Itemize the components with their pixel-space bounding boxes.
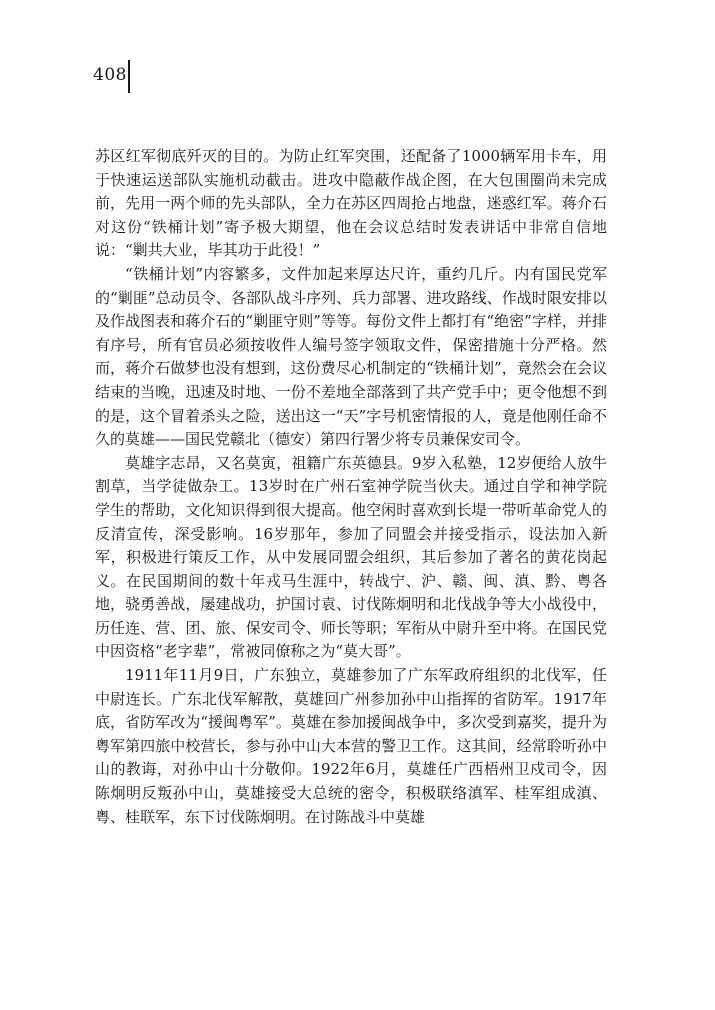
header-divider (128, 60, 130, 93)
paragraph-4: 1911年11月9日，广东独立，莫雄参加了广东军政府组织的北伐军，任中尉连长。广东北伐军解散，莫雄回广州参加孙中山指挥的省防军。1917年底，省防军改为“援闽粤军”。莫雄在参加援闽战争中，多次受到嘉奖，提升为粤军第四旅中校营长，参与孙中山大本营的警卫工作。这其间，经常聆听孙中山的教诲，对孙中山十分敬仰。1922年6月，莫雄任广西梧州卫戍司令，因陈炯明反叛孙中山，莫雄接受大总统的密令，积极联络滇军、桂军组成滇、粤、桂联军，东下讨伐陈炯明。在讨陈战斗中莫雄 (95, 666, 607, 826)
paragraph-3: 莫雄字志昂，又名莫寅，祖籍广东英德县。9岁入私塾，12岁便给人放牛割草，当学徒做杂工。13岁时在广州石室神学院当伙夫。通过自学和神学院学生的帮助，文化知识得到很大提高。他空闲时喜欢到长堤一带听革命党人的反清宣传，深受影响。16岁那年，参加了同盟会并接受指示，设法加入新军，积极进行策反工作，从中发展同盟会组织，其后参加了著名的黄花岗起义。在民国期间的数十年戎马生涯中，转战宁、沪、赣、闽、滇、黔、粤各地，骁勇善战，屡建战功，护国讨袁、讨伐陈炯明和北伐战争等大小战役中，历任连、营、团、旅、保安司令、师长等职；军衔从中尉升至中将。在国民党中因资格“老字辈”，常被同僚称之为“莫大哥”。 (95, 453, 607, 661)
body-text (95, 145, 607, 829)
paragraph-1: 苏区红军彻底歼灭的目的。为防止红军突围，还配备了1000辆军用卡车，用于快速运送部队实施机动截击。进攻中隐蔽作战企图，在大包围圈尚未完成前，先用一两个师的先头部队，全力在苏区四周抢占地盘，迷惑红军。蒋介石对这份“铁桶计划”寄予极大期望，他在会议总结时发表讲话中非常自信地说：“剿共大业，毕其功于此役！” (95, 147, 607, 260)
page-number: 408 (93, 65, 127, 85)
paragraph-2: “铁桶计划”内容繁多，文件加起来厚达尺许，重约几斤。内有国民党军的“剿匪”总动员令、各部队战斗序列、兵力部署、进攻路线、作战时限安排以及作战图表和蒋介石的“剿匪守则”等等。每份文件上都打有“绝密”字样，并排有序号，所有官员必须按收件人编号签字领取文件，保密措施十分严格。然而，蒋介石做梦也没有想到，这份费尽心机制定的“铁桶计划”，竟然会在会议结束的当晚，迅速及时地、一份不差地全部落到了共产党手中；更令他想不到的是，这个冒着杀头之险，送出这一“天”字号机密情报的人，竟是他刚任命不久的莫雄——国民党赣北（德安）第四行署少将专员兼保安司令。 (95, 264, 607, 449)
